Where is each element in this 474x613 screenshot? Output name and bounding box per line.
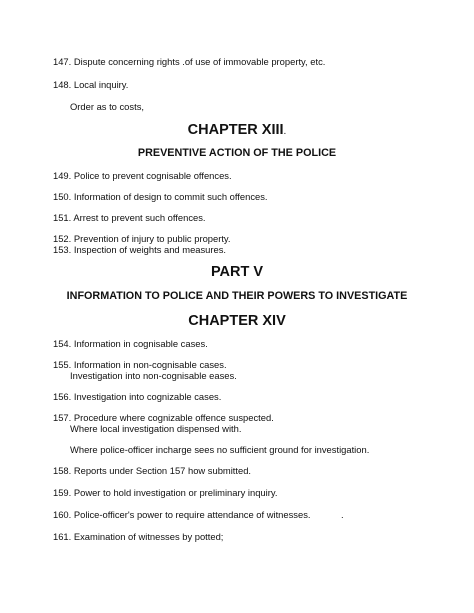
section-157: 157. Procedure where cognizable offence suspected. xyxy=(53,412,274,423)
part-v-heading: PART V xyxy=(210,264,264,280)
section-150: 150. Information of design to commit such offences. xyxy=(53,191,268,202)
chapter-xiii-subtitle: PREVENTIVE ACTION OF THE POLICE xyxy=(137,147,337,159)
section-148: 148. Local inquiry. xyxy=(53,79,129,90)
section-155-subline: Investigation into non-cognisable eases. xyxy=(70,370,237,381)
section-149: 149. Police to prevent cognisable offences. xyxy=(53,170,232,181)
section-159: 159. Power to hold investigation or preliminary inquiry. xyxy=(53,487,278,498)
section-154: 154. Information in cognisable cases. xyxy=(53,338,208,349)
chapter-xiii-title: CHAPTER XIII xyxy=(187,122,284,138)
chapter-xiv-heading: CHAPTER XIV xyxy=(188,313,286,329)
order-as-to-costs: Order as to costs, xyxy=(70,101,144,112)
section-160-stray-mark: . xyxy=(341,509,344,520)
chapter-xiii-mark: . xyxy=(283,126,287,137)
section-157-note: Where police-officer incharge sees no sufficient ground for investigation. xyxy=(70,444,370,455)
section-151: 151. Arrest to prevent such offences. xyxy=(53,212,206,223)
section-158: 158. Reports under Section 157 how submitted. xyxy=(53,465,252,476)
chapter-xiii-heading xyxy=(0,122,474,140)
section-157-subline: Where local investigation dispensed with. xyxy=(70,423,242,434)
section-155: 155. Information in non-cognisable cases. xyxy=(53,359,227,370)
section-156: 156. Investigation into cognizable cases. xyxy=(53,391,222,402)
section-147: 147. Dispute concerning rights .of use of immovable property, etc. xyxy=(53,56,326,67)
section-152: 152. Prevention of injury to public property. xyxy=(53,233,231,244)
section-153: 153. Inspection of weights and measures. xyxy=(53,244,227,255)
section-160: 160. Police-officer's power to require attendance of witnesses. xyxy=(53,509,311,520)
part-v-subtitle: INFORMATION TO POLICE AND THEIR POWERS TO INVESTIGATE xyxy=(66,290,408,302)
section-161: 161. Examination of witnesses by potted; xyxy=(53,531,224,542)
